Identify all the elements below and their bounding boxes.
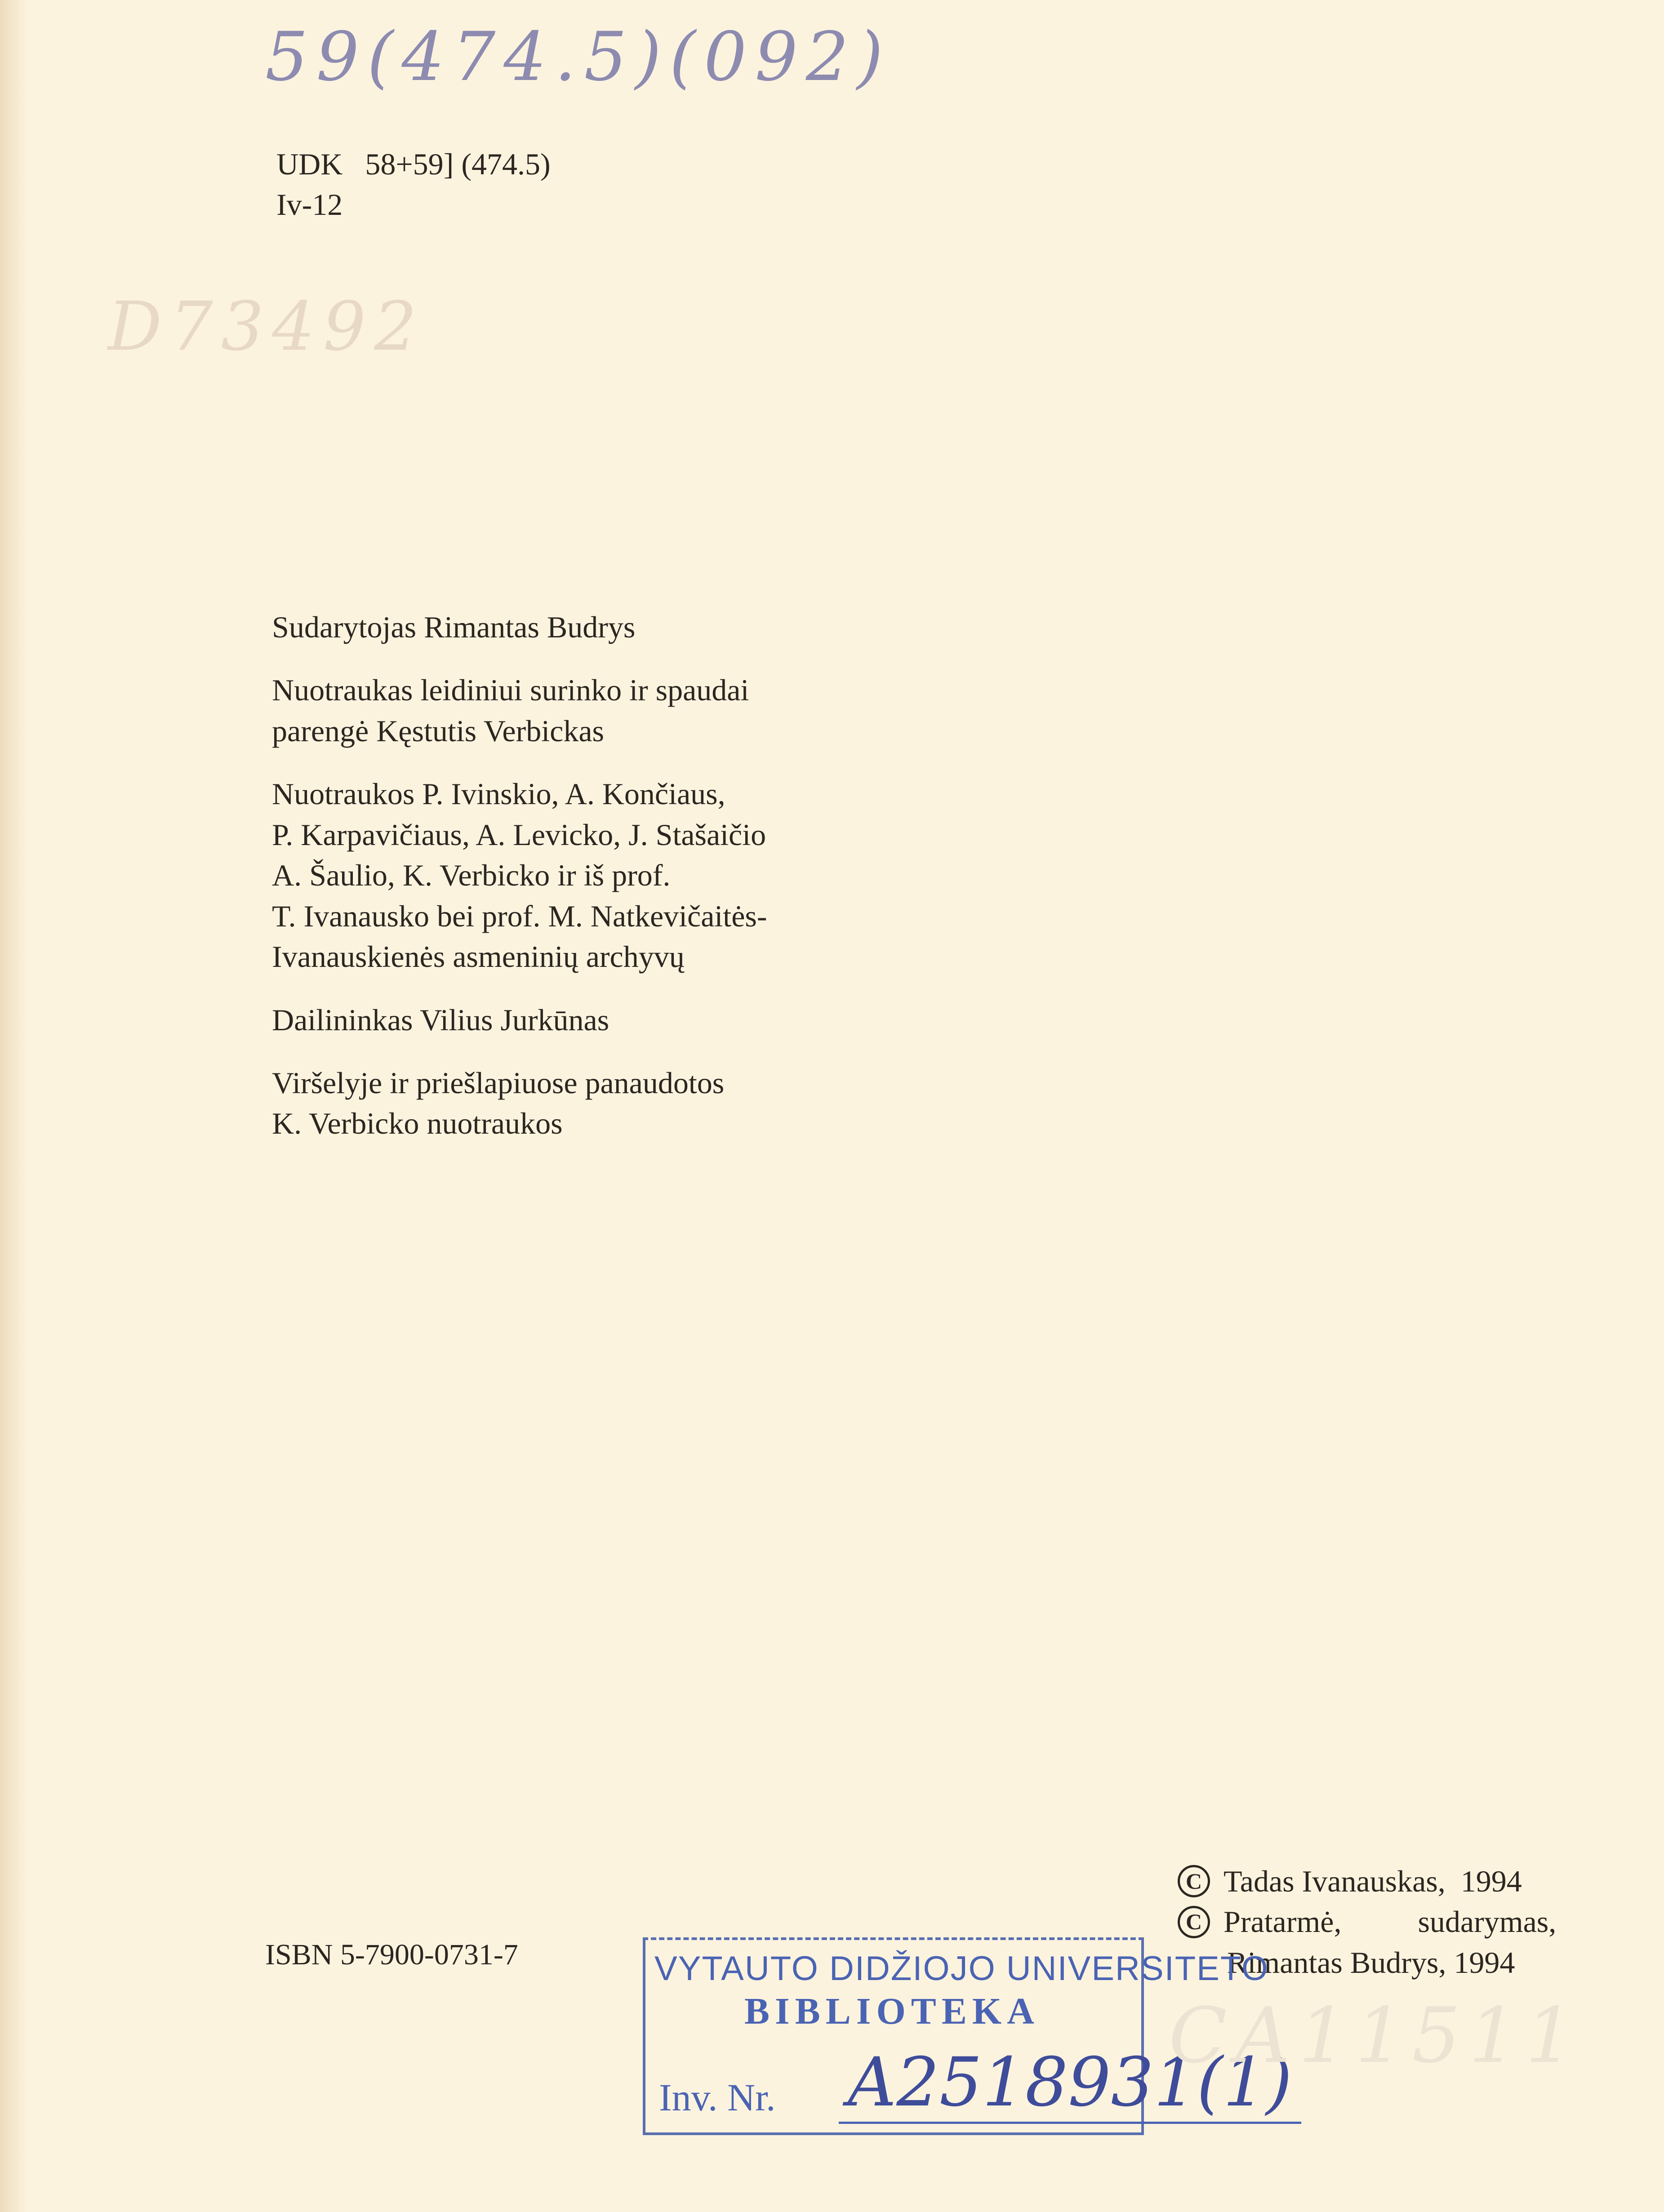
copyright-line xyxy=(1178,1901,1556,1942)
credit-line: Ivanauskienės asmeninių archyvų xyxy=(272,939,685,974)
udk-code: Iv-12 xyxy=(276,187,343,222)
copyright-year: 1994 xyxy=(1460,1864,1522,1898)
stamp-university: VYTAUTO DIDŽIOJO UNIVERSITETO xyxy=(654,1949,1269,1988)
compiler-line: Sudarytojas Rimantas Budrys xyxy=(272,610,636,644)
copyright-line xyxy=(1178,1861,1556,1901)
photos-credit xyxy=(272,774,767,977)
udk-block xyxy=(276,144,551,225)
stamp-library: BIBLIOTEKA xyxy=(744,1990,1040,2032)
handwritten-acquisition-number: D73492 xyxy=(108,288,425,366)
handwritten-margin-note: CA11511 xyxy=(1169,1991,1582,2080)
credit-line: K. Verbicko nuotraukos xyxy=(272,1106,563,1141)
photo-collection-credit xyxy=(272,670,767,751)
page-edge xyxy=(0,0,27,2212)
stamp-inventory-label: Inv. Nr. xyxy=(659,2076,776,2119)
credits-block xyxy=(272,607,767,1166)
stamp-inventory-number: A2518931(1) xyxy=(839,2043,1301,2124)
library-stamp xyxy=(643,1937,1292,2135)
copyright-name: Tadas Ivanauskas, xyxy=(1224,1864,1446,1898)
artist-credit xyxy=(272,1000,767,1040)
isbn: ISBN 5-7900-0731-7 xyxy=(265,1938,518,1971)
credit-line: parengė Kęstutis Verbickas xyxy=(272,713,604,748)
credit-line: Dailininkas Vilius Jurkūnas xyxy=(272,1002,610,1037)
udk-label: UDK xyxy=(276,147,343,181)
credit-line: Nuotraukas leidiniui surinko ir spaudai xyxy=(272,673,749,708)
credit-line: P. Karpavičiaus, A. Levicko, J. Stašaičio xyxy=(272,817,766,852)
credit-line: T. Ivanausko bei prof. M. Natkevičaitės- xyxy=(272,899,767,933)
credit-line: A. Šaulio, K. Verbicko ir iš prof. xyxy=(272,858,671,893)
copyright-holder: Rimantas Budrys, 1994 xyxy=(1227,1945,1515,1980)
copyright-text: Pratarmė, xyxy=(1224,1905,1342,1939)
udk-number: 58+59] (474.5) xyxy=(365,147,551,181)
credit-line: Nuotraukos P. Ivinskio, A. Končiaus, xyxy=(272,777,725,811)
copyright-text: sudarymas, xyxy=(1418,1905,1557,1939)
copyright-icon: C xyxy=(1178,1906,1210,1938)
compiler-credit xyxy=(272,607,767,647)
credit-line: Viršelyje ir priešlapiuose panaudotos xyxy=(272,1065,725,1100)
copyright-icon: C xyxy=(1178,1865,1210,1897)
cover-credit xyxy=(272,1063,767,1144)
handwritten-classmark: 59(474.5)(092) xyxy=(265,18,891,96)
